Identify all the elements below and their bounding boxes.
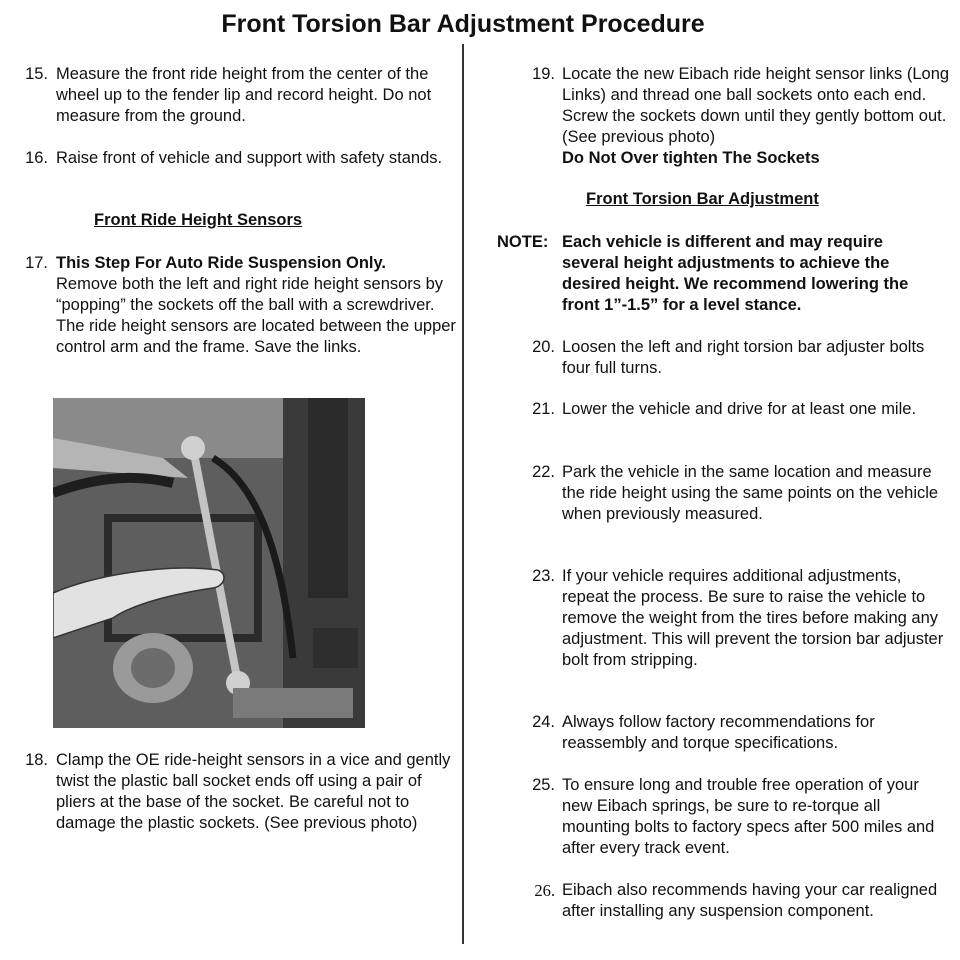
step-number: 20.	[532, 338, 555, 356]
step-number: 17.	[25, 254, 48, 272]
step-text: Measure the front ride height from the center of the wheel up to the fender lip and record height. Do not measure from the ground.	[56, 65, 432, 125]
step-text: Always follow factory recommendations for reassembly and torque specifications.	[562, 713, 875, 752]
step-text: Park the vehicle in the same location and measure the ride height using the same points on the vehicle when previously measured.	[562, 463, 939, 523]
photo-illustration	[53, 398, 365, 728]
step-text: Remove both the left and right ride height sensors by “popping” the sockets off the ball with a screwdriver. The ride height sensors are located between the upper control arm and the frame. Save the links.	[56, 275, 456, 356]
step-text: Loosen the left and right torsion bar adjuster bolts four full turns.	[562, 338, 925, 377]
step-bold-text: Do Not Over tighten The Sockets	[562, 149, 820, 167]
page-title: Front Torsion Bar Adjustment Procedure	[221, 10, 705, 38]
step-text: Clamp the OE ride-height sensors in a vice and gently twist the plastic ball socket ends off using a pair of pliers at the base of the socket. Be careful not to damage the plastic sockets. (See previous photo)	[56, 751, 451, 832]
step-number: 18.	[25, 751, 48, 769]
step-text: To ensure long and trouble free operation of your new Eibach springs, be sure to re-torque all mounting bolts to factory specs after 500 miles and after every track event.	[562, 776, 935, 857]
step-number: 24.	[532, 713, 555, 731]
step-text: If your vehicle requires additional adjustments, repeat the process. Be sure to raise the vehicle to remove the weight from the tires before making any adjustment. This will prevent the torsion bar adjuster bolt from stripping.	[562, 567, 944, 669]
note-text: Each vehicle is different and may require several height adjustments to achieve the desired height. We recommend lowering the front 1”-1.5” for a level stance.	[562, 233, 909, 314]
step-number: 19.	[532, 65, 555, 83]
step-text: Eibach also recommends having your car realigned after installing any suspension component.	[562, 881, 938, 920]
step-number: 23.	[532, 567, 555, 585]
step-number: 25.	[532, 776, 555, 794]
step-number: 15.	[25, 65, 48, 83]
sensor-link-photo	[53, 398, 365, 728]
note-label: NOTE:	[497, 233, 549, 251]
step-number: 26.	[534, 881, 555, 900]
step-number: 22.	[532, 463, 555, 481]
step-number: 16.	[25, 149, 48, 167]
step-text: Lower the vehicle and drive for at least one mile.	[562, 400, 917, 418]
step-text: Locate the new Eibach ride height sensor links (Long Links) and thread one ball sockets onto each end. Screw the sockets down until they gently bottom out. (See previous photo)	[562, 65, 950, 146]
step-text: Raise front of vehicle and support with safety stands.	[56, 149, 443, 167]
column-divider	[462, 44, 464, 944]
step-bold-text: This Step For Auto Ride Suspension Only.	[56, 254, 387, 272]
section-heading-adjustment: Front Torsion Bar Adjustment	[586, 190, 819, 208]
step-number: 21.	[532, 400, 555, 418]
section-heading-sensors: Front Ride Height Sensors	[94, 211, 303, 229]
